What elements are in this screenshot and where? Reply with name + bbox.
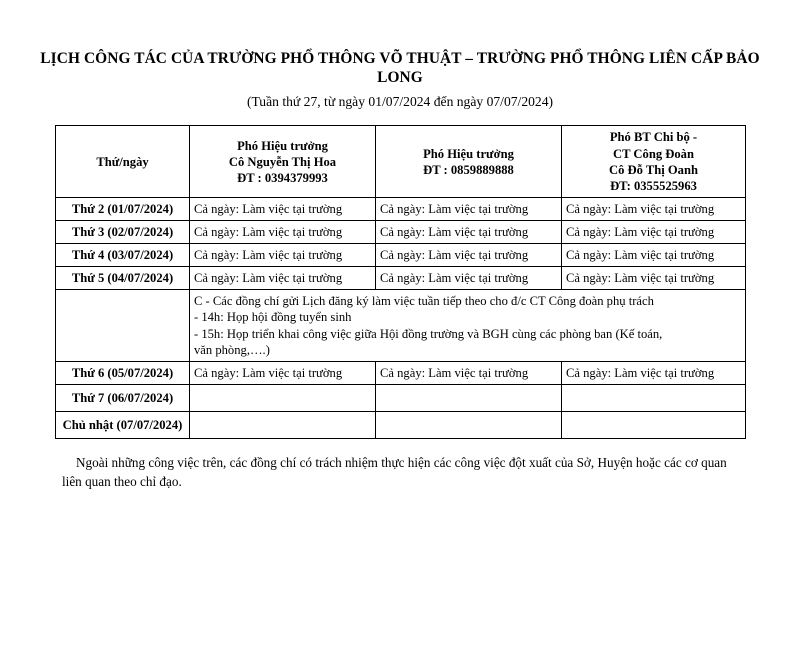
row-task-person3 <box>562 411 746 438</box>
table-header-row <box>56 126 746 197</box>
row-task-person1: Cả ngày: Làm việc tại trường <box>190 361 376 384</box>
row-task-person3: Cả ngày: Làm việc tại trường <box>562 244 746 267</box>
row-task-person1: Cả ngày: Làm việc tại trường <box>190 221 376 244</box>
page-title: LỊCH CÔNG TÁC CỦA TRƯỜNG PHỔ THÔNG VÕ THUẬT – TRƯỜNG PHỔ THÔNG LIÊN CẤP BẢO LONG <box>40 50 760 87</box>
column-header-person2-line1: Phó Hiệu trưởng <box>423 146 514 161</box>
table-body <box>56 197 746 438</box>
column-header-person3-line3: Cô Đỗ Thị Oanh <box>608 162 698 177</box>
note-row-day-label <box>56 290 190 361</box>
row-day-label: Thứ 6 (05/07/2024) <box>56 361 190 384</box>
row-day-label: Thứ 2 (01/07/2024) <box>56 197 190 220</box>
row-task-person3: Cả ngày: Làm việc tại trường <box>562 267 746 290</box>
column-header-person3 <box>562 126 746 197</box>
note-line: - 14h: Họp hội đồng tuyển sinh <box>194 310 352 325</box>
schedule-table <box>55 125 746 438</box>
row-task-person3: Cả ngày: Làm việc tại trường <box>562 197 746 220</box>
table-row <box>56 411 746 438</box>
row-day-label: Thứ 4 (03/07/2024) <box>56 244 190 267</box>
row-task-person2: Cả ngày: Làm việc tại trường <box>376 197 562 220</box>
row-task-person3: Cả ngày: Làm việc tại trường <box>562 361 746 384</box>
column-header-person1-line1: Phó Hiệu trưởng <box>237 138 328 153</box>
page-subtitle: (Tuần thứ 27, từ ngày 01/07/2024 đến ngày 07/07/2024) <box>246 93 554 109</box>
row-task-person1 <box>190 411 376 438</box>
row-task-person2: Cả ngày: Làm việc tại trường <box>376 221 562 244</box>
row-task-person3 <box>562 384 746 411</box>
column-header-person2 <box>376 126 562 197</box>
row-task-person2: Cả ngày: Làm việc tại trường <box>376 267 562 290</box>
row-task-person2: Cả ngày: Làm việc tại trường <box>376 244 562 267</box>
row-day-label: Chủ nhật (07/07/2024) <box>56 411 190 438</box>
schedule-table-wrapper <box>55 125 745 438</box>
row-day-label: Thứ 3 (02/07/2024) <box>56 221 190 244</box>
footer-note: Ngoài những công việc trên, các đồng chí có trách nhiệm thực hiện các công việc đột xuất của Sở, Huyện hoặc các cơ quan liên quan theo chỉ đạo. <box>62 454 727 490</box>
table-row <box>56 244 746 267</box>
column-header-person1-line2: Cô Nguyễn Thị Hoa <box>228 154 337 169</box>
table-row <box>56 361 746 384</box>
note-line: C - Các đồng chí gửi Lịch đăng ký làm việc tuần tiếp theo cho đ/c CT Công đoàn phụ trách <box>194 294 654 309</box>
column-header-person3-line4: ĐT: 0355525963 <box>610 178 697 193</box>
table-header <box>56 126 746 197</box>
row-task-person3: Cả ngày: Làm việc tại trường <box>562 221 746 244</box>
row-task-person2: Cả ngày: Làm việc tại trường <box>376 361 562 384</box>
column-header-person2-line2: ĐT : 0859889888 <box>423 162 514 177</box>
row-task-person1: Cả ngày: Làm việc tại trường <box>190 197 376 220</box>
row-day-label: Thứ 7 (06/07/2024) <box>56 384 190 411</box>
table-row <box>56 384 746 411</box>
table-row <box>56 197 746 220</box>
row-task-person2 <box>376 411 562 438</box>
table-row <box>56 221 746 244</box>
column-header-person3-line1: Phó BT Chi bộ - <box>609 130 698 145</box>
column-header-person3-line2: CT Công Đoàn <box>613 146 694 161</box>
column-header-person1 <box>190 126 376 197</box>
note-row-content <box>190 290 746 361</box>
row-day-label: Thứ 5 (04/07/2024) <box>56 267 190 290</box>
table-row <box>56 267 746 290</box>
document-page <box>0 49 800 667</box>
note-line: văn phòng,….) <box>194 342 270 357</box>
table-row-note <box>56 290 746 361</box>
row-task-person2 <box>376 384 562 411</box>
row-task-person1: Cả ngày: Làm việc tại trường <box>190 244 376 267</box>
note-line: - 15h: Họp triển khai công việc giữa Hội đồng trường và BGH cùng các phòng ban (Kế toán, <box>194 326 663 341</box>
column-header-day: Thứ/ngày <box>56 126 190 197</box>
row-task-person1: Cả ngày: Làm việc tại trường <box>190 267 376 290</box>
row-task-person1 <box>190 384 376 411</box>
column-header-person1-line3: ĐT : 0394379993 <box>237 170 328 185</box>
